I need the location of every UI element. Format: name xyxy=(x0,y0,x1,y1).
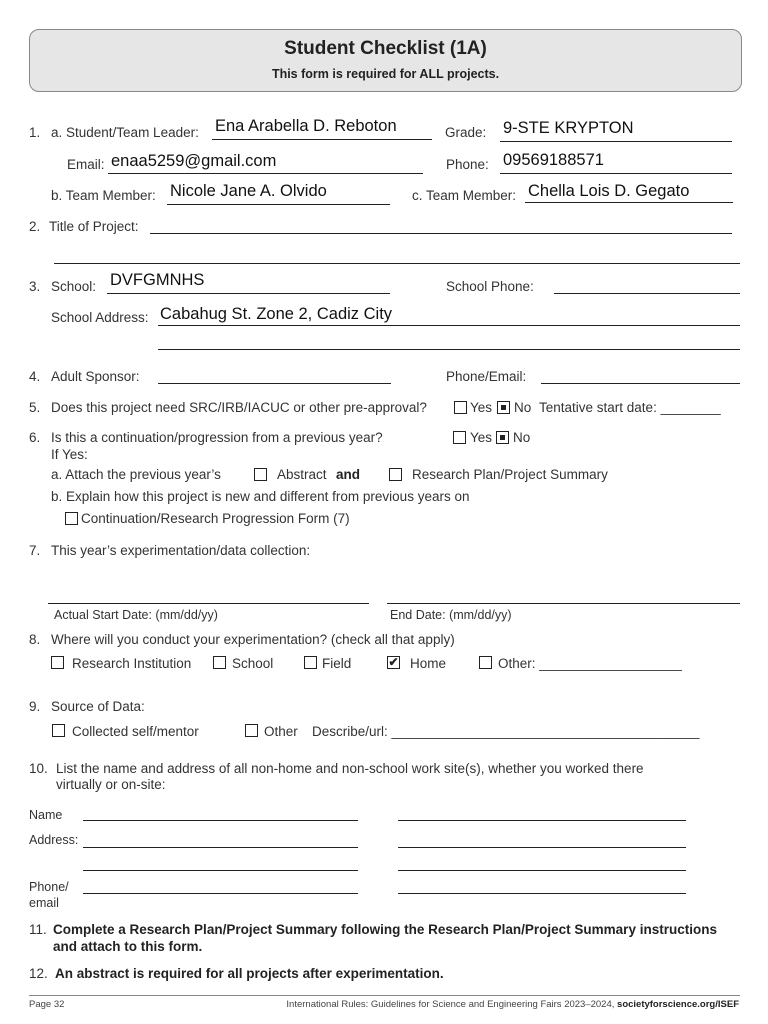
school-address-label: School Address: xyxy=(51,310,149,325)
research-institution-label: Research Institution xyxy=(72,656,192,671)
research-plan-checkbox[interactable] xyxy=(389,468,402,481)
q1-number: 1. xyxy=(29,125,41,140)
other-location-label: Other: ___________________ xyxy=(498,656,682,671)
q11-number: 11. xyxy=(29,922,47,937)
attach-prefix: a. Attach the previous year’s xyxy=(51,467,221,482)
q9-number: 9. xyxy=(29,699,41,714)
member-c-line xyxy=(525,202,733,203)
member-b-label: b. Team Member: xyxy=(51,188,156,203)
research-plan-label: Research Plan/Project Summary xyxy=(412,467,608,482)
field-checkbox[interactable] xyxy=(304,656,317,669)
leader-value[interactable]: Ena Arabella D. Reboton xyxy=(215,117,397,135)
school-line xyxy=(107,293,390,294)
form-subtitle: This form is required for ALL projects. xyxy=(271,67,500,81)
home-label: Home xyxy=(410,656,447,671)
form-title: Student Checklist (1A) xyxy=(284,38,487,59)
title-line-2[interactable] xyxy=(54,263,740,264)
abstract-checkbox[interactable] xyxy=(254,468,267,481)
site-address-line-1a[interactable] xyxy=(83,847,358,848)
email-value[interactable]: enaa5259@gmail.com xyxy=(111,152,277,170)
sponsor-phone-email-line[interactable] xyxy=(541,383,740,384)
abstract-label: Abstract xyxy=(277,467,327,482)
q10-number: 10. xyxy=(29,761,48,776)
q5-yes-checkbox[interactable] xyxy=(454,401,467,414)
q6-yes-checkbox[interactable] xyxy=(453,431,466,444)
q6-no-checkbox[interactable] xyxy=(496,431,509,444)
end-date-line[interactable] xyxy=(387,603,740,604)
start-date-line[interactable] xyxy=(48,603,369,604)
footer-site-link[interactable]: societyforscience.org/ISEF xyxy=(617,999,739,1010)
footer-divider xyxy=(29,995,740,996)
other-source-checkbox[interactable] xyxy=(245,724,258,737)
grade-line xyxy=(500,141,732,142)
q6-yes-label: Yes xyxy=(470,430,493,445)
grade-value[interactable]: 9-STE KRYPTON xyxy=(503,119,634,137)
q2-number: 2. xyxy=(29,219,41,234)
other-source-label: Other xyxy=(264,724,298,739)
q10-question-line1: List the name and address of all non-home and non-school work site(s), whether you worked there xyxy=(56,761,644,776)
phone-line xyxy=(500,173,732,174)
q5-no-checkbox[interactable] xyxy=(497,401,510,414)
site-name-line-2[interactable] xyxy=(398,820,686,821)
member-b-line xyxy=(167,204,390,205)
q5-number: 5. xyxy=(29,400,41,415)
school-label: School: xyxy=(51,279,97,294)
leader-label: a. Student/Team Leader: xyxy=(51,125,199,140)
school-value[interactable]: DVFGMNHS xyxy=(110,271,205,289)
q5-yes-label: Yes xyxy=(470,400,493,415)
field-label: Field xyxy=(322,656,352,671)
site-phone-label-1: Phone/ xyxy=(29,880,69,894)
describe-url-label: Describe/url: _________________________________________ xyxy=(312,724,700,739)
q11-line1: Complete a Research Plan/Project Summary following the Research Plan/Project Summary instructions xyxy=(53,922,717,937)
collected-checkbox[interactable] xyxy=(52,724,65,737)
home-checkbox[interactable]: ✔ xyxy=(388,655,399,669)
and-label: and xyxy=(336,467,361,482)
member-b-value[interactable]: Nicole Jane A. Olvido xyxy=(170,182,327,200)
leader-line xyxy=(212,139,432,140)
if-yes-label: If Yes: xyxy=(51,447,88,462)
q6-question: Is this a continuation/progression from a previous year? xyxy=(51,430,383,445)
school-phone-label: School Phone: xyxy=(446,279,534,294)
site-address-line-2b[interactable] xyxy=(398,870,686,871)
end-date-label: End Date: (mm/dd/yy) xyxy=(390,608,512,622)
email-line xyxy=(108,173,423,174)
source-of-data-label: Source of Data: xyxy=(51,699,145,714)
site-address-line-1b[interactable] xyxy=(83,870,358,871)
site-phone-line-2[interactable] xyxy=(398,893,686,894)
q5-no-label: No xyxy=(514,400,532,415)
other-location-checkbox[interactable] xyxy=(479,656,492,669)
site-address-label: Address: xyxy=(29,833,79,847)
site-name-label: Name xyxy=(29,808,63,822)
phone-value[interactable]: 09569188571 xyxy=(503,151,604,169)
q6-no-label: No xyxy=(513,430,531,445)
collected-label: Collected self/mentor xyxy=(72,724,199,739)
q8-number: 8. xyxy=(29,632,41,647)
tentative-start-date: Tentative start date: ________ xyxy=(539,400,721,415)
school-option-label: School xyxy=(232,656,274,671)
footer-credit xyxy=(286,999,739,1010)
sponsor-phone-email-label: Phone/Email: xyxy=(446,369,527,384)
adult-sponsor-line[interactable] xyxy=(158,383,391,384)
school-address-line-2[interactable] xyxy=(158,349,740,350)
member-c-value[interactable]: Chella Lois D. Gegato xyxy=(528,182,690,200)
site-address-line-2a[interactable] xyxy=(398,847,686,848)
q5-question: Does this project need SRC/IRB/IACUC or other pre-approval? xyxy=(51,400,427,415)
q10-question-line2: virtually or on-site: xyxy=(56,777,166,792)
school-checkbox[interactable] xyxy=(213,656,226,669)
footer-rules: International Rules: Guidelines for Science and Engineering Fairs 2023–2024, xyxy=(286,999,615,1010)
start-date-label: Actual Start Date: (mm/dd/yy) xyxy=(54,608,218,622)
q7-label: This year’s experimentation/data collection: xyxy=(51,543,311,558)
phone-label: Phone: xyxy=(446,157,489,172)
q12-text: An abstract is required for all projects after experimentation. xyxy=(55,966,444,981)
research-institution-checkbox[interactable] xyxy=(51,656,64,669)
q6-number: 6. xyxy=(29,430,41,445)
title-line-1[interactable] xyxy=(150,233,732,234)
site-phone-line-1[interactable] xyxy=(83,893,358,894)
school-address-line-1 xyxy=(158,325,740,326)
school-address-value[interactable]: Cabahug St. Zone 2, Cadiz City xyxy=(160,305,393,323)
school-phone-line[interactable] xyxy=(554,293,740,294)
adult-sponsor-label: Adult Sponsor: xyxy=(51,369,140,384)
q8-question: Where will you conduct your experimentation? (check all that apply) xyxy=(51,632,455,647)
footer-page-number: Page 32 xyxy=(29,999,65,1010)
member-c-label: c. Team Member: xyxy=(412,188,517,203)
q7-number: 7. xyxy=(29,543,41,558)
site-phone-label-2: email xyxy=(29,896,59,910)
q11-line2: and attach to this form. xyxy=(53,939,203,954)
grade-label: Grade: xyxy=(445,125,487,140)
explain-label: b. Explain how this project is new and different from previous years on xyxy=(51,489,470,504)
email-label: Email: xyxy=(67,157,105,172)
continuation-form-checkbox[interactable] xyxy=(65,512,78,525)
q12-number: 12. xyxy=(29,966,48,981)
continuation-form-label: Continuation/Research Progression Form (7) xyxy=(81,511,350,526)
form-header xyxy=(29,29,742,92)
q4-number: 4. xyxy=(29,369,41,384)
site-name-line-1[interactable] xyxy=(83,820,358,821)
q3-number: 3. xyxy=(29,279,41,294)
title-of-project-label: Title of Project: xyxy=(49,219,139,234)
